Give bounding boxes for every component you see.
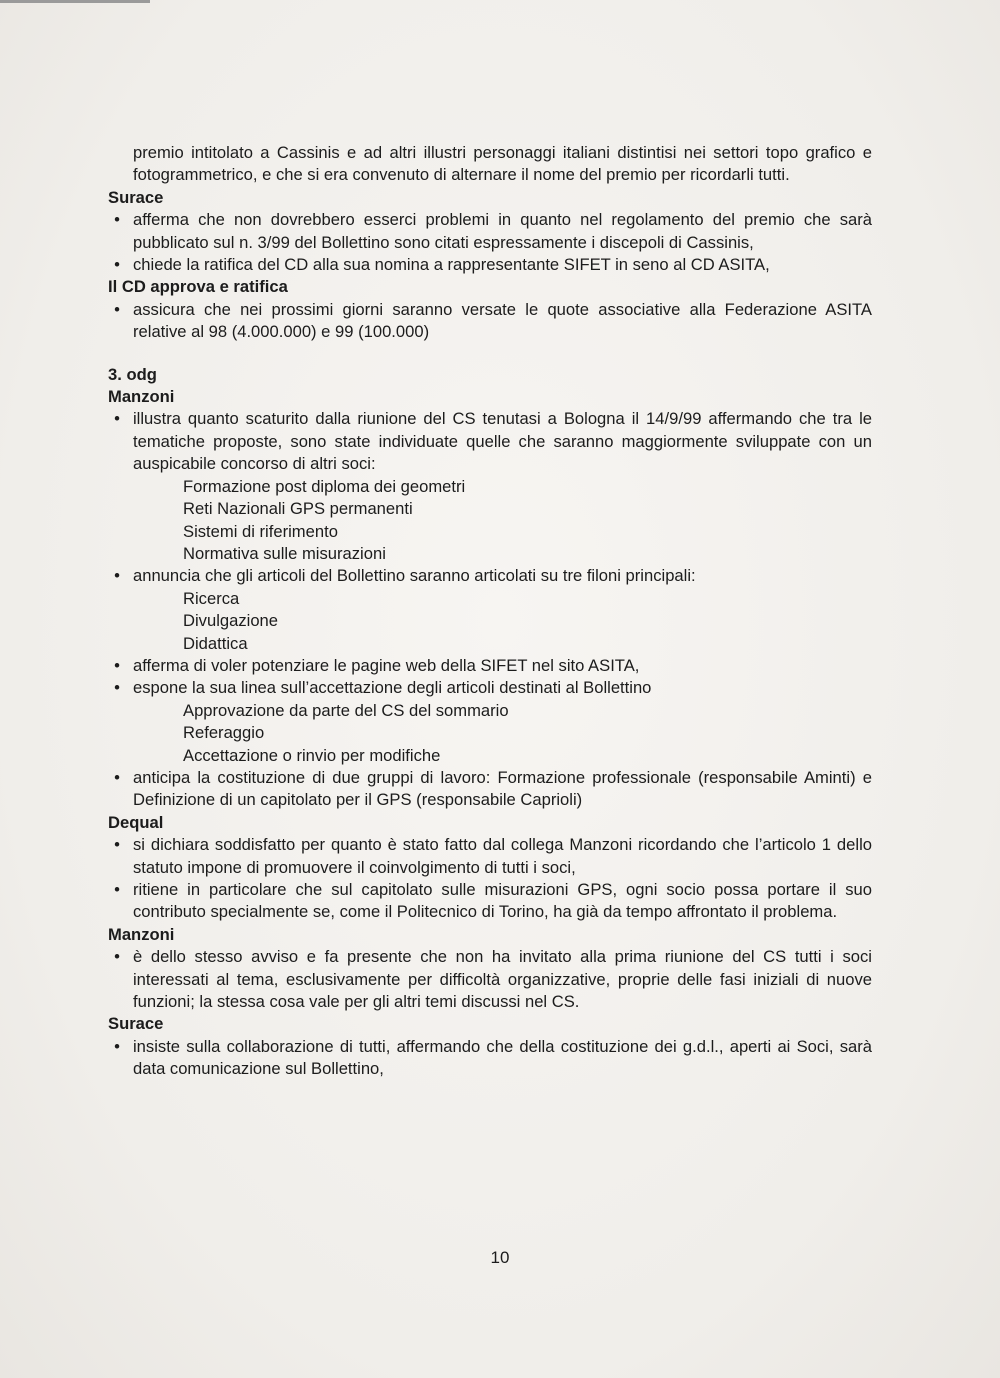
list-item: • illustra quanto scaturito dalla riunione del CS tenutasi a Bologna il 14/9/99 affermando che tra le tematiche proposte, sono state individuate quelle che saranno maggiormente sviluppate con un auspicabile concorso di altri soci:: [108, 408, 872, 475]
bullet-icon: •: [114, 880, 120, 899]
statement-list: [108, 209, 872, 276]
statement-list: [108, 408, 872, 475]
bullet-icon: •: [114, 409, 120, 429]
list-item: • chiede la ratifica del CD alla sua nomina a rappresentante SIFET in seno al CD ASITA,: [108, 254, 872, 276]
intro-paragraph: premio intitolato a Cassinis e ad altri illustri personaggi italiani distintisi nei settori topo grafico e fotogrammetrico, e che si era convenuto di alternare il nome del premio per ricordarli tutti.: [133, 143, 872, 185]
step-line: Accettazione o rinvio per modifiche: [183, 745, 441, 765]
bullet-icon: •: [114, 1036, 120, 1056]
speaker-heading: Manzoni: [108, 924, 175, 944]
agenda-section-heading: 3. odg: [108, 364, 157, 384]
bullet-icon: •: [114, 566, 120, 586]
list-item: • si dichiara soddisfatto per quanto è stato fatto dal collega Manzoni ricordando che l’articolo 1 dello statuto impone di promuovere il coinvolgimento di tutti i soci,: [108, 834, 872, 879]
list-item: • espone la sua linea sull’accettazione degli articoli destinati al Bollettino: [108, 677, 872, 699]
statement-list: [108, 946, 872, 1013]
resolution-heading: Il CD approva e ratifica: [108, 277, 288, 297]
speaker-heading: Manzoni: [108, 387, 175, 407]
list-item: • ritiene in particolare che sul capitolato sulle misurazioni GPS, ogni socio possa portare il suo contributo specialmente se, come il Politecnico di Torino, ha già da tempo affrontato il problema.: [108, 879, 872, 924]
bullet-icon: •: [114, 210, 120, 230]
topic-line: Sistemi di riferimento: [183, 521, 338, 541]
bullet-icon: •: [114, 655, 120, 675]
scan-edge-line: [0, 0, 150, 3]
bullet-icon: •: [114, 947, 120, 967]
speaker-heading: Dequal: [108, 812, 164, 832]
statement-list: [108, 1036, 872, 1081]
speaker-heading: Surace: [108, 187, 164, 207]
statement-list: [108, 655, 872, 700]
bullet-icon: •: [114, 767, 120, 787]
statement-list: [108, 299, 872, 344]
bullet-icon: •: [114, 835, 120, 855]
bullet-icon: •: [114, 255, 120, 275]
topic-line: Reti Nazionali GPS permanenti: [183, 499, 413, 519]
list-item: • assicura che nei prossimi giorni saranno versate le quote associative alla Federazione ASITA relative al 98 (4.000.000) e 99 (100.000): [108, 299, 872, 344]
speaker-heading: Surace: [108, 1014, 164, 1034]
topic-line: Formazione post diploma dei geometri: [183, 476, 466, 496]
filone-line: Ricerca: [183, 588, 240, 608]
statement-list: [108, 767, 872, 812]
topic-line: Normativa sulle misurazioni: [183, 543, 386, 563]
statement-list: [108, 834, 872, 924]
step-line: Referaggio: [183, 723, 265, 743]
minutes-body: [108, 142, 872, 1081]
filone-line: Didattica: [183, 633, 248, 653]
step-line: Approvazione da parte del CS del sommario: [183, 700, 509, 720]
list-item: • insiste sulla collaborazione di tutti, affermando che della costituzione dei g.d.l., aperti ai Soci, sarà data comunicazione sul Bollettino,: [108, 1036, 872, 1081]
page-number: 10: [490, 1248, 510, 1267]
filone-line: Divulgazione: [183, 611, 279, 631]
list-item: • afferma che non dovrebbero esserci problemi in quanto nel regolamento del premio che sarà pubblicato sul n. 3/99 del Bollettino sono citati espressamente i discepoli di Cassinis,: [108, 209, 872, 254]
bullet-icon: •: [114, 299, 120, 319]
bullet-icon: •: [114, 678, 120, 698]
statement-list: [108, 565, 872, 587]
list-item: • anticipa la costituzione di due gruppi di lavoro: Formazione professionale (responsabile Aminti) e Definizione di un capitolato per il GPS (responsabile Caprioli): [108, 767, 872, 812]
list-item: • annuncia che gli articoli del Bollettino saranno articolati su tre filoni principali:: [108, 565, 872, 587]
list-item: • è dello stesso avviso e fa presente che non ha invitato alla prima riunione del CS tutti i soci interessati al tema, esclusivamente per difficoltà organizzative, proprie delle fasi iniziali di nuove funzioni; la stessa cosa vale per gli altri temi discussi nel CS.: [108, 946, 872, 1013]
list-item: • afferma di voler potenziare le pagine web della SIFET nel sito ASITA,: [108, 655, 872, 677]
